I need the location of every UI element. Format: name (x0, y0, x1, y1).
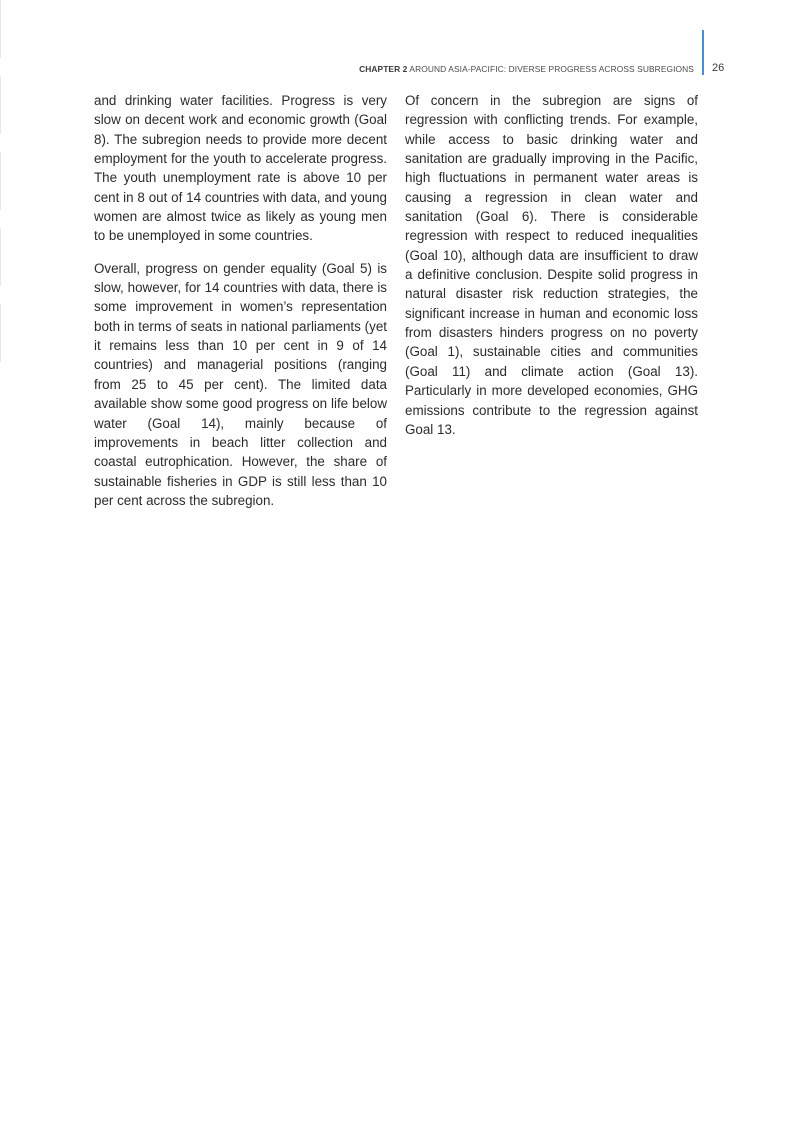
running-header (359, 64, 694, 74)
paragraph: Of concern in the subregion are signs of regression with conflicting trends. For example, while access to basic drinking water and sanitation are gradually improving in the Pacific, high fluctuations in permanent water areas is causing a regression in clean water and sanitation (Goal 6). There is considerable regression with respect to reduced inequalities (Goal 10), although data are insufficient to draw a definitive conclusion. Despite solid progress in natural disaster risk reduction strategies, the significant increase in human and economic loss from disasters hinders progress on no poverty (Goal 1), sustainable cities and communities (Goal 11) and climate action (Goal 13). Particularly in more developed economies, GHG emissions contribute to the regression against Goal 13. (405, 93, 698, 437)
left-text-column (94, 91, 387, 523)
paragraph: and drinking water facilities. Progress is very slow on decent work and economic growth (Goal 8). The subregion needs to provide more decent employment for the youth to accelerate progress. The youth unemployment rate is above 10 per cent in 8 out of 14 countries with data, and young women are almost twice as likely as young men to be unemployed in some countries. (94, 93, 387, 244)
page-number: 26 (712, 62, 725, 74)
right-text-column (405, 91, 698, 452)
chapter-label: CHAPTER 2 (359, 64, 408, 74)
paragraph: Overall, progress on gender equality (Goal 5) is slow, however, for 14 countries with data, there is some improvement in women’s representation both in terms of seats in national parliaments (yet it remains less than 10 per cent in 9 of 14 countries) and managerial positions (ranging from 25 to 45 per cent). The limited data available show some good progress on life below water (Goal 14), mainly because of improvements in beach litter collection and coastal eutrophication. However, the share of sustainable fisheries in GDP is still less than 10 per cent across the subregion. (94, 260, 387, 508)
page-edge-marks (0, 0, 2, 420)
header-divider-rule (702, 30, 704, 75)
chapter-title: AROUND ASIA-PACIFIC: DIVERSE PROGRESS ACROSS SUBREGIONS (409, 64, 694, 74)
